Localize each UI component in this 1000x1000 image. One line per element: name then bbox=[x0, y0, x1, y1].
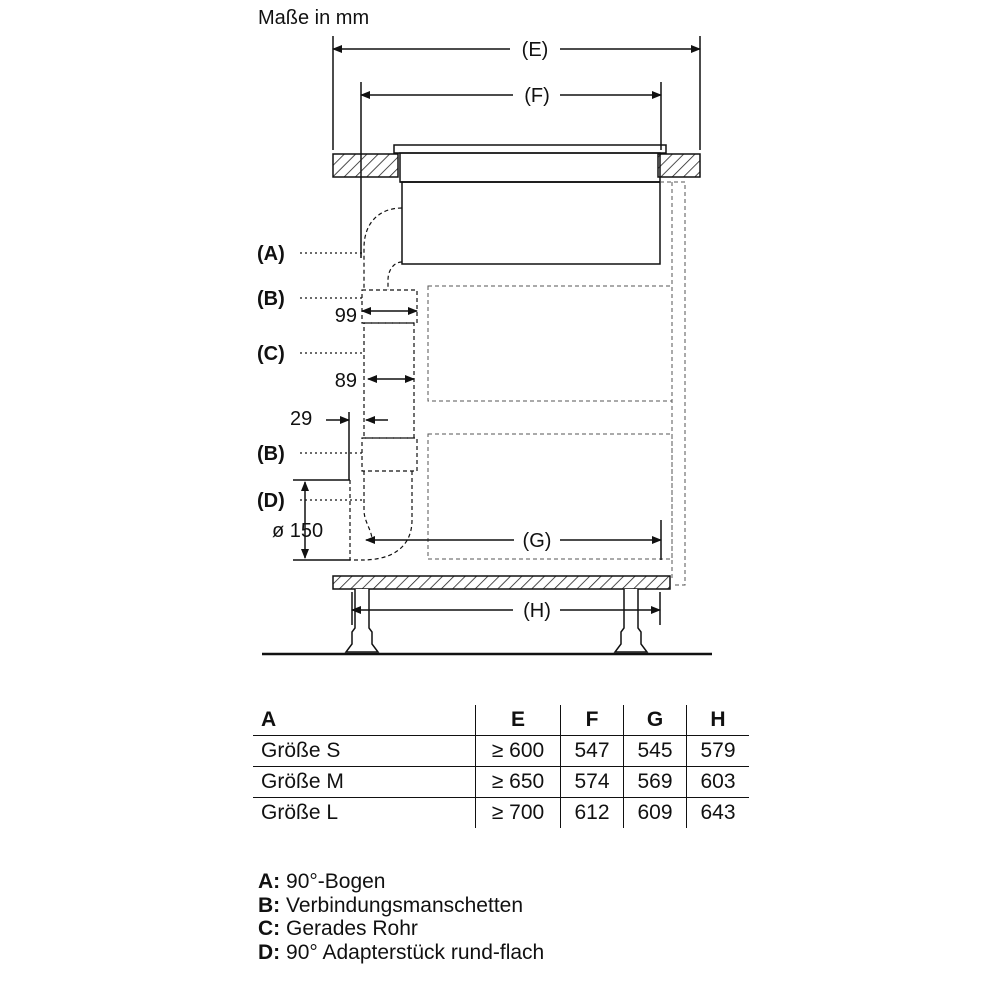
table-header-row bbox=[253, 705, 749, 736]
legend-text: Gerades Rohr bbox=[286, 917, 418, 940]
legend-item bbox=[258, 870, 544, 894]
callout-b2: (B) bbox=[257, 443, 285, 465]
table-cell: ≥ 600 bbox=[476, 736, 561, 767]
dimension-g bbox=[366, 520, 661, 560]
table-cell: 579 bbox=[687, 736, 750, 767]
sleeve-b2 bbox=[362, 438, 417, 471]
diagram-title: Maße in mm bbox=[258, 7, 370, 29]
table-cell: 574 bbox=[561, 767, 624, 798]
table-cell: ≥ 650 bbox=[476, 767, 561, 798]
cooktop bbox=[394, 145, 666, 264]
legend-item bbox=[258, 941, 544, 965]
cabinet-outline bbox=[428, 182, 685, 585]
table-header-cell: F bbox=[561, 705, 624, 736]
dimension-99-label: 99 bbox=[334, 305, 357, 327]
dimension-e bbox=[333, 36, 700, 150]
legend bbox=[258, 870, 544, 964]
table-cell: Größe M bbox=[253, 767, 476, 798]
dimension-89-label: 89 bbox=[334, 370, 357, 392]
legend-key: B: bbox=[258, 893, 281, 917]
dimension-g-label: (G) bbox=[522, 530, 552, 552]
table-cell: 545 bbox=[624, 736, 687, 767]
legend-key: D: bbox=[258, 940, 281, 964]
legend-item bbox=[258, 917, 544, 941]
table-header-cell: A bbox=[253, 705, 476, 736]
adapter-d bbox=[350, 471, 412, 560]
dimension-f bbox=[361, 82, 661, 258]
callout-c: (C) bbox=[257, 343, 285, 365]
sleeve-b1 bbox=[362, 290, 417, 323]
table-row bbox=[253, 798, 749, 829]
dimension-e-label: (E) bbox=[521, 39, 549, 61]
callout-d: (D) bbox=[257, 490, 285, 512]
dimension-150-label: ø 150 bbox=[272, 520, 324, 542]
table-cell: 643 bbox=[687, 798, 750, 829]
table-cell: ≥ 700 bbox=[476, 798, 561, 829]
table-row bbox=[253, 736, 749, 767]
table-cell: 603 bbox=[687, 767, 750, 798]
dimension-29 bbox=[326, 412, 388, 480]
cabinet-legs bbox=[346, 589, 647, 652]
worktop bbox=[333, 154, 700, 177]
legend-text: 90°-Bogen bbox=[286, 870, 386, 893]
dimension-h-label: (H) bbox=[523, 600, 551, 622]
callout-a: (A) bbox=[257, 243, 285, 265]
legend-text: Verbindungsmanschetten bbox=[286, 893, 524, 917]
dimension-29-label: 29 bbox=[290, 408, 313, 430]
table-cell: Größe S bbox=[253, 736, 476, 767]
table-cell: Größe L bbox=[261, 801, 339, 824]
table-cell: 612 bbox=[561, 798, 624, 829]
duct-bend-a bbox=[364, 208, 402, 290]
dimension-h bbox=[352, 592, 660, 625]
plinth bbox=[333, 576, 670, 589]
legend-key: A: bbox=[258, 870, 281, 893]
dimension-f-label: (F) bbox=[524, 85, 550, 107]
legend-key: C: bbox=[258, 917, 281, 940]
table-header-cell: E bbox=[476, 705, 561, 736]
table-header-cell: H bbox=[687, 705, 750, 736]
dimensions-table bbox=[253, 705, 749, 828]
legend-item bbox=[258, 894, 544, 918]
table-cell: 547 bbox=[561, 736, 624, 767]
table-cell: 609 bbox=[624, 798, 687, 829]
callout-b1: (B) bbox=[257, 288, 285, 310]
table-row bbox=[253, 767, 749, 798]
table-cell: 569 bbox=[624, 767, 687, 798]
legend-text: 90° Adapterstück rund-flach bbox=[286, 940, 545, 964]
table-header-cell: G bbox=[624, 705, 687, 736]
